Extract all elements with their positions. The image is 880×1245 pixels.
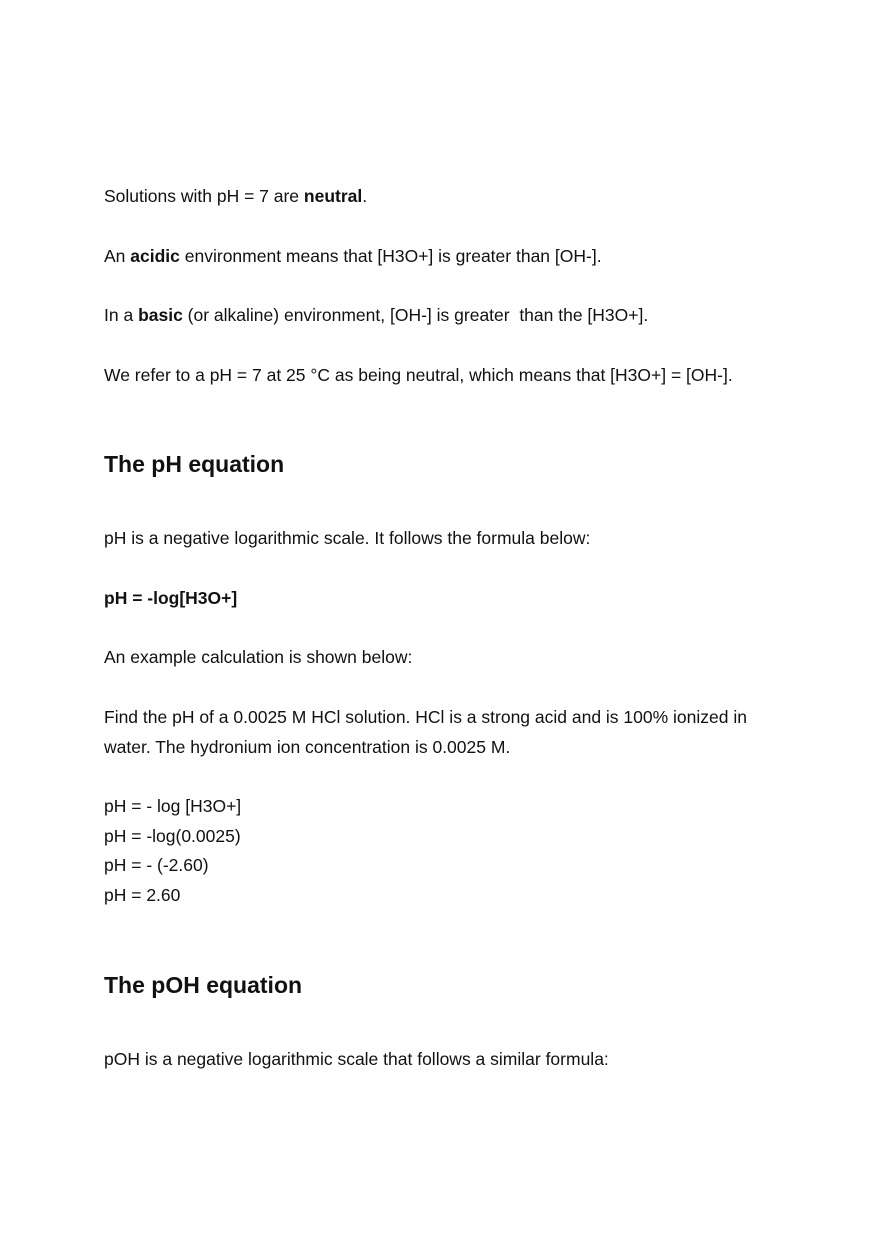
paragraph-acidic bbox=[104, 241, 602, 271]
text: (or alkaline) environment, [OH-] is greater than the [H3O+]. bbox=[182, 305, 649, 325]
ph-formula: pH = -log[H3O+] bbox=[104, 588, 238, 608]
paragraph-example-problem: Find the pH of a 0.0025 M HCl solution. HCl is a strong acid and is 100% ionized in water. The hydronium ion concentration is 0.0025 M. bbox=[104, 707, 747, 757]
text: Solutions with pH = 7 are bbox=[104, 186, 304, 206]
bold-term-acidic: acidic bbox=[130, 246, 180, 266]
paragraph-ph-intro: pH is a negative logarithmic scale. It follows the formula below: bbox=[104, 528, 591, 548]
text: An bbox=[104, 246, 131, 266]
paragraph-neutral bbox=[104, 181, 367, 211]
text: environment means that [H3O+] is greater than [OH-]. bbox=[179, 246, 602, 266]
calculation-step: pH = 2.60 bbox=[104, 885, 181, 905]
bold-term-neutral: neutral bbox=[303, 186, 363, 206]
paragraph-neutral-definition: We refer to a pH = 7 at 25 °C as being neutral, which means that [H3O+] = [OH-]. bbox=[104, 365, 733, 385]
calculation-step: pH = - log [H3O+] bbox=[104, 796, 242, 816]
paragraph-example-intro: An example calculation is shown below: bbox=[104, 647, 413, 667]
paragraph-poh-intro: pOH is a negative logarithmic scale that follows a similar formula: bbox=[104, 1049, 609, 1069]
text: . bbox=[362, 186, 368, 206]
text: In a bbox=[104, 305, 139, 325]
calculation-step: pH = - (-2.60) bbox=[104, 855, 209, 875]
paragraph-basic bbox=[104, 300, 648, 330]
calculation-step: pH = -log(0.0025) bbox=[104, 826, 241, 846]
heading-ph-equation: The pH equation bbox=[104, 451, 285, 477]
heading-poh-equation: The pOH equation bbox=[104, 972, 303, 998]
bold-term-basic: basic bbox=[138, 305, 183, 325]
